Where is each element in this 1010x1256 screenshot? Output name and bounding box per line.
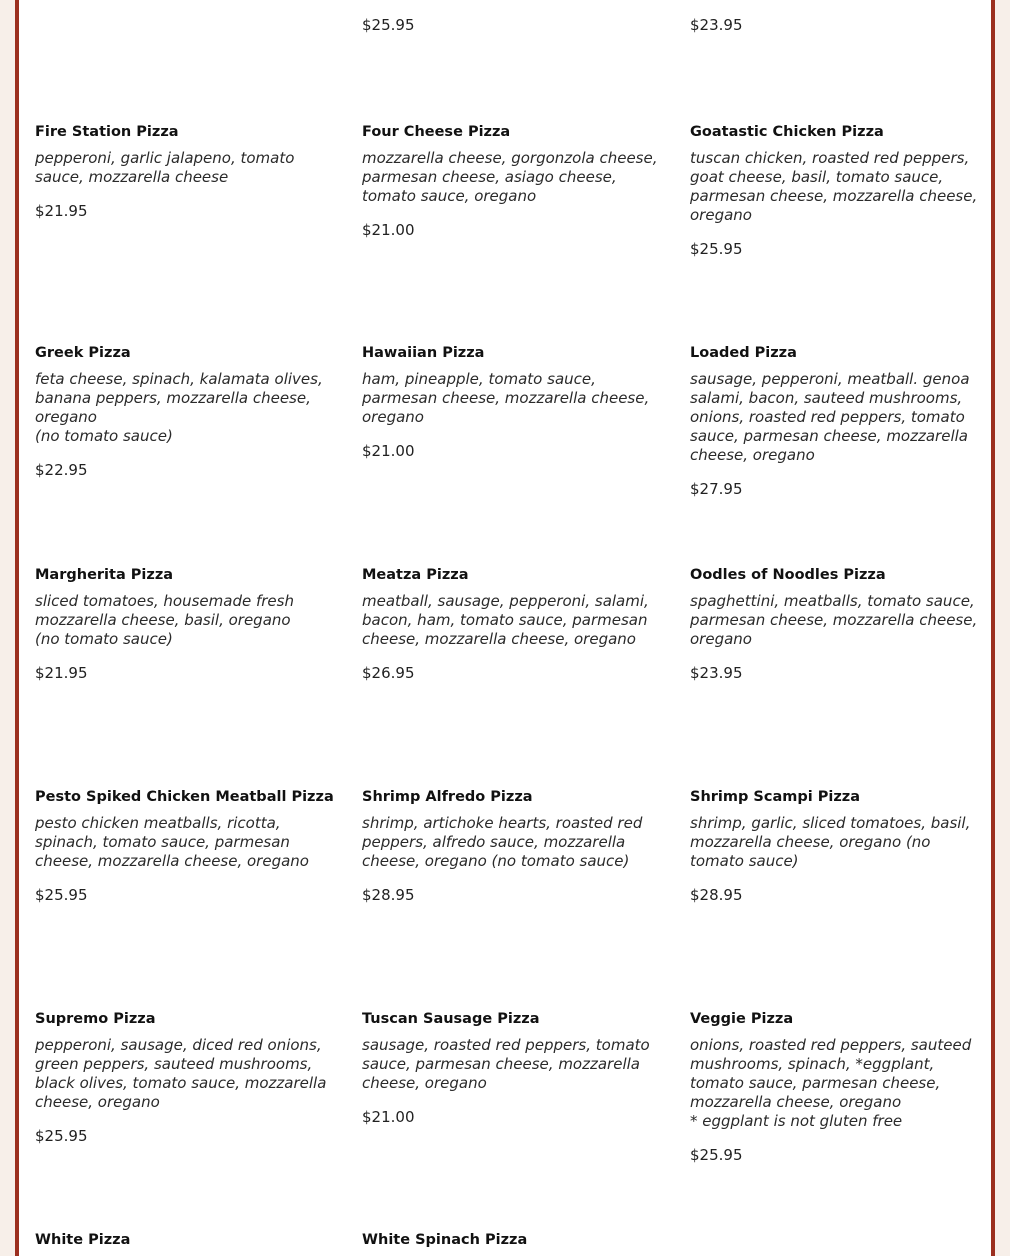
menu-item (690, 788, 982, 905)
item-price: $26.95 (362, 664, 415, 682)
item-description: spaghettini, meatballs, tomato sauce, parmesan cheese, mozzarella cheese, oregano (690, 592, 978, 648)
item-name: White Spinach Pizza (362, 1232, 528, 1248)
item-price: $21.95 (35, 664, 88, 682)
menu-item-partial-top-2 (690, 16, 982, 35)
item-description: pesto chicken meatballs, ricotta, spinach, tomato sauce, parmesan cheese, mozzarella cheese, oregano (35, 814, 309, 870)
item-name: Fire Station Pizza (35, 124, 179, 140)
item-price: $25.95 (35, 886, 88, 904)
menu-item (362, 1010, 662, 1127)
item-name: Shrimp Scampi Pizza (690, 789, 861, 805)
menu-item (35, 1010, 335, 1146)
menu-item (35, 123, 335, 221)
menu-item (35, 788, 335, 905)
item-price: $27.95 (690, 480, 743, 498)
item-name: Goatastic Chicken Pizza (690, 124, 884, 140)
item-description: feta cheese, spinach, kalamata olives, banana peppers, mozzarella cheese, oregano (no tomato sauce) (35, 370, 323, 445)
menu-item (35, 1231, 335, 1249)
item-price: $25.95 (690, 240, 743, 258)
item-price: $21.95 (35, 202, 88, 220)
item-name: Meatza Pizza (362, 567, 469, 583)
menu-item (362, 566, 662, 683)
item-price: $25.95 (690, 1146, 743, 1164)
item-description: tuscan chicken, roasted red peppers, goat cheese, basil, tomato sauce, parmesan cheese, mozzarella cheese, oregano (690, 149, 978, 224)
item-description: shrimp, artichoke hearts, roasted red peppers, alfredo sauce, mozzarella cheese, oregano (no tomato sauce) (362, 814, 643, 870)
item-name: Oodles of Noodles Pizza (690, 567, 886, 583)
item-name: Tuscan Sausage Pizza (362, 1011, 540, 1027)
item-name: Hawaiian Pizza (362, 345, 485, 361)
item-description: pepperoni, garlic jalapeno, tomato sauce, mozzarella cheese (35, 149, 295, 186)
item-name: Four Cheese Pizza (362, 124, 511, 140)
item-description: shrimp, garlic, sliced tomatoes, basil, mozzarella cheese, oregano (no tomato sauce) (690, 814, 971, 870)
menu-item (362, 344, 662, 461)
item-description: sausage, roasted red peppers, tomato sauce, parmesan cheese, mozzarella cheese, oregano (362, 1036, 650, 1092)
item-price: $23.95 (690, 16, 743, 34)
menu-page (15, 0, 995, 1256)
item-name: Supremo Pizza (35, 1011, 156, 1027)
item-description: sliced tomatoes, housemade fresh mozzarella cheese, basil, oregano (no tomato sauce) (35, 592, 294, 648)
item-price: $25.95 (35, 1127, 88, 1145)
menu-item (362, 1231, 662, 1249)
item-price: $22.95 (35, 461, 88, 479)
item-name: Margherita Pizza (35, 567, 174, 583)
item-price: $21.00 (362, 442, 415, 460)
item-name: Pesto Spiked Chicken Meatball Pizza (35, 789, 334, 805)
item-description: sausage, pepperoni, meatball. genoa salami, bacon, sauteed mushrooms, onions, roasted red peppers, tomato sauce, parmesan cheese, mozzarella cheese, oregano (690, 370, 970, 464)
menu-item (690, 344, 982, 499)
item-name: White Pizza (35, 1232, 131, 1248)
item-price: $23.95 (690, 664, 743, 682)
menu-item (690, 123, 982, 259)
menu-item-partial-top-1 (362, 16, 662, 35)
menu-item (362, 788, 662, 905)
item-price: $25.95 (362, 16, 415, 34)
menu-item (362, 123, 662, 240)
menu-item (690, 566, 982, 683)
menu-item (35, 566, 335, 683)
item-description: meatball, sausage, pepperoni, salami, bacon, ham, tomato sauce, parmesan cheese, mozzarella cheese, oregano (362, 592, 649, 648)
item-description: pepperoni, sausage, diced red onions, green peppers, sauteed mushrooms, black olives, tomato sauce, mozzarella cheese, oregano (35, 1036, 327, 1111)
item-price: $28.95 (690, 886, 743, 904)
item-name: Veggie Pizza (690, 1011, 794, 1027)
item-price: $28.95 (362, 886, 415, 904)
item-name: Loaded Pizza (690, 345, 797, 361)
item-name: Shrimp Alfredo Pizza (362, 789, 533, 805)
item-description: ham, pineapple, tomato sauce, parmesan cheese, mozzarella cheese, oregano (362, 370, 650, 426)
item-description: mozzarella cheese, gorgonzola cheese, parmesan cheese, asiago cheese, tomato sauce, oregano (362, 149, 658, 205)
item-description: onions, roasted red peppers, sauteed mushrooms, spinach, *eggplant, tomato sauce, parmesan cheese, mozzarella cheese, oregano * eggplant is not gluten free (690, 1036, 972, 1130)
item-name: Greek Pizza (35, 345, 131, 361)
menu-item (690, 1010, 982, 1165)
item-price: $21.00 (362, 1108, 415, 1126)
menu-item (35, 344, 335, 480)
item-price: $21.00 (362, 221, 415, 239)
